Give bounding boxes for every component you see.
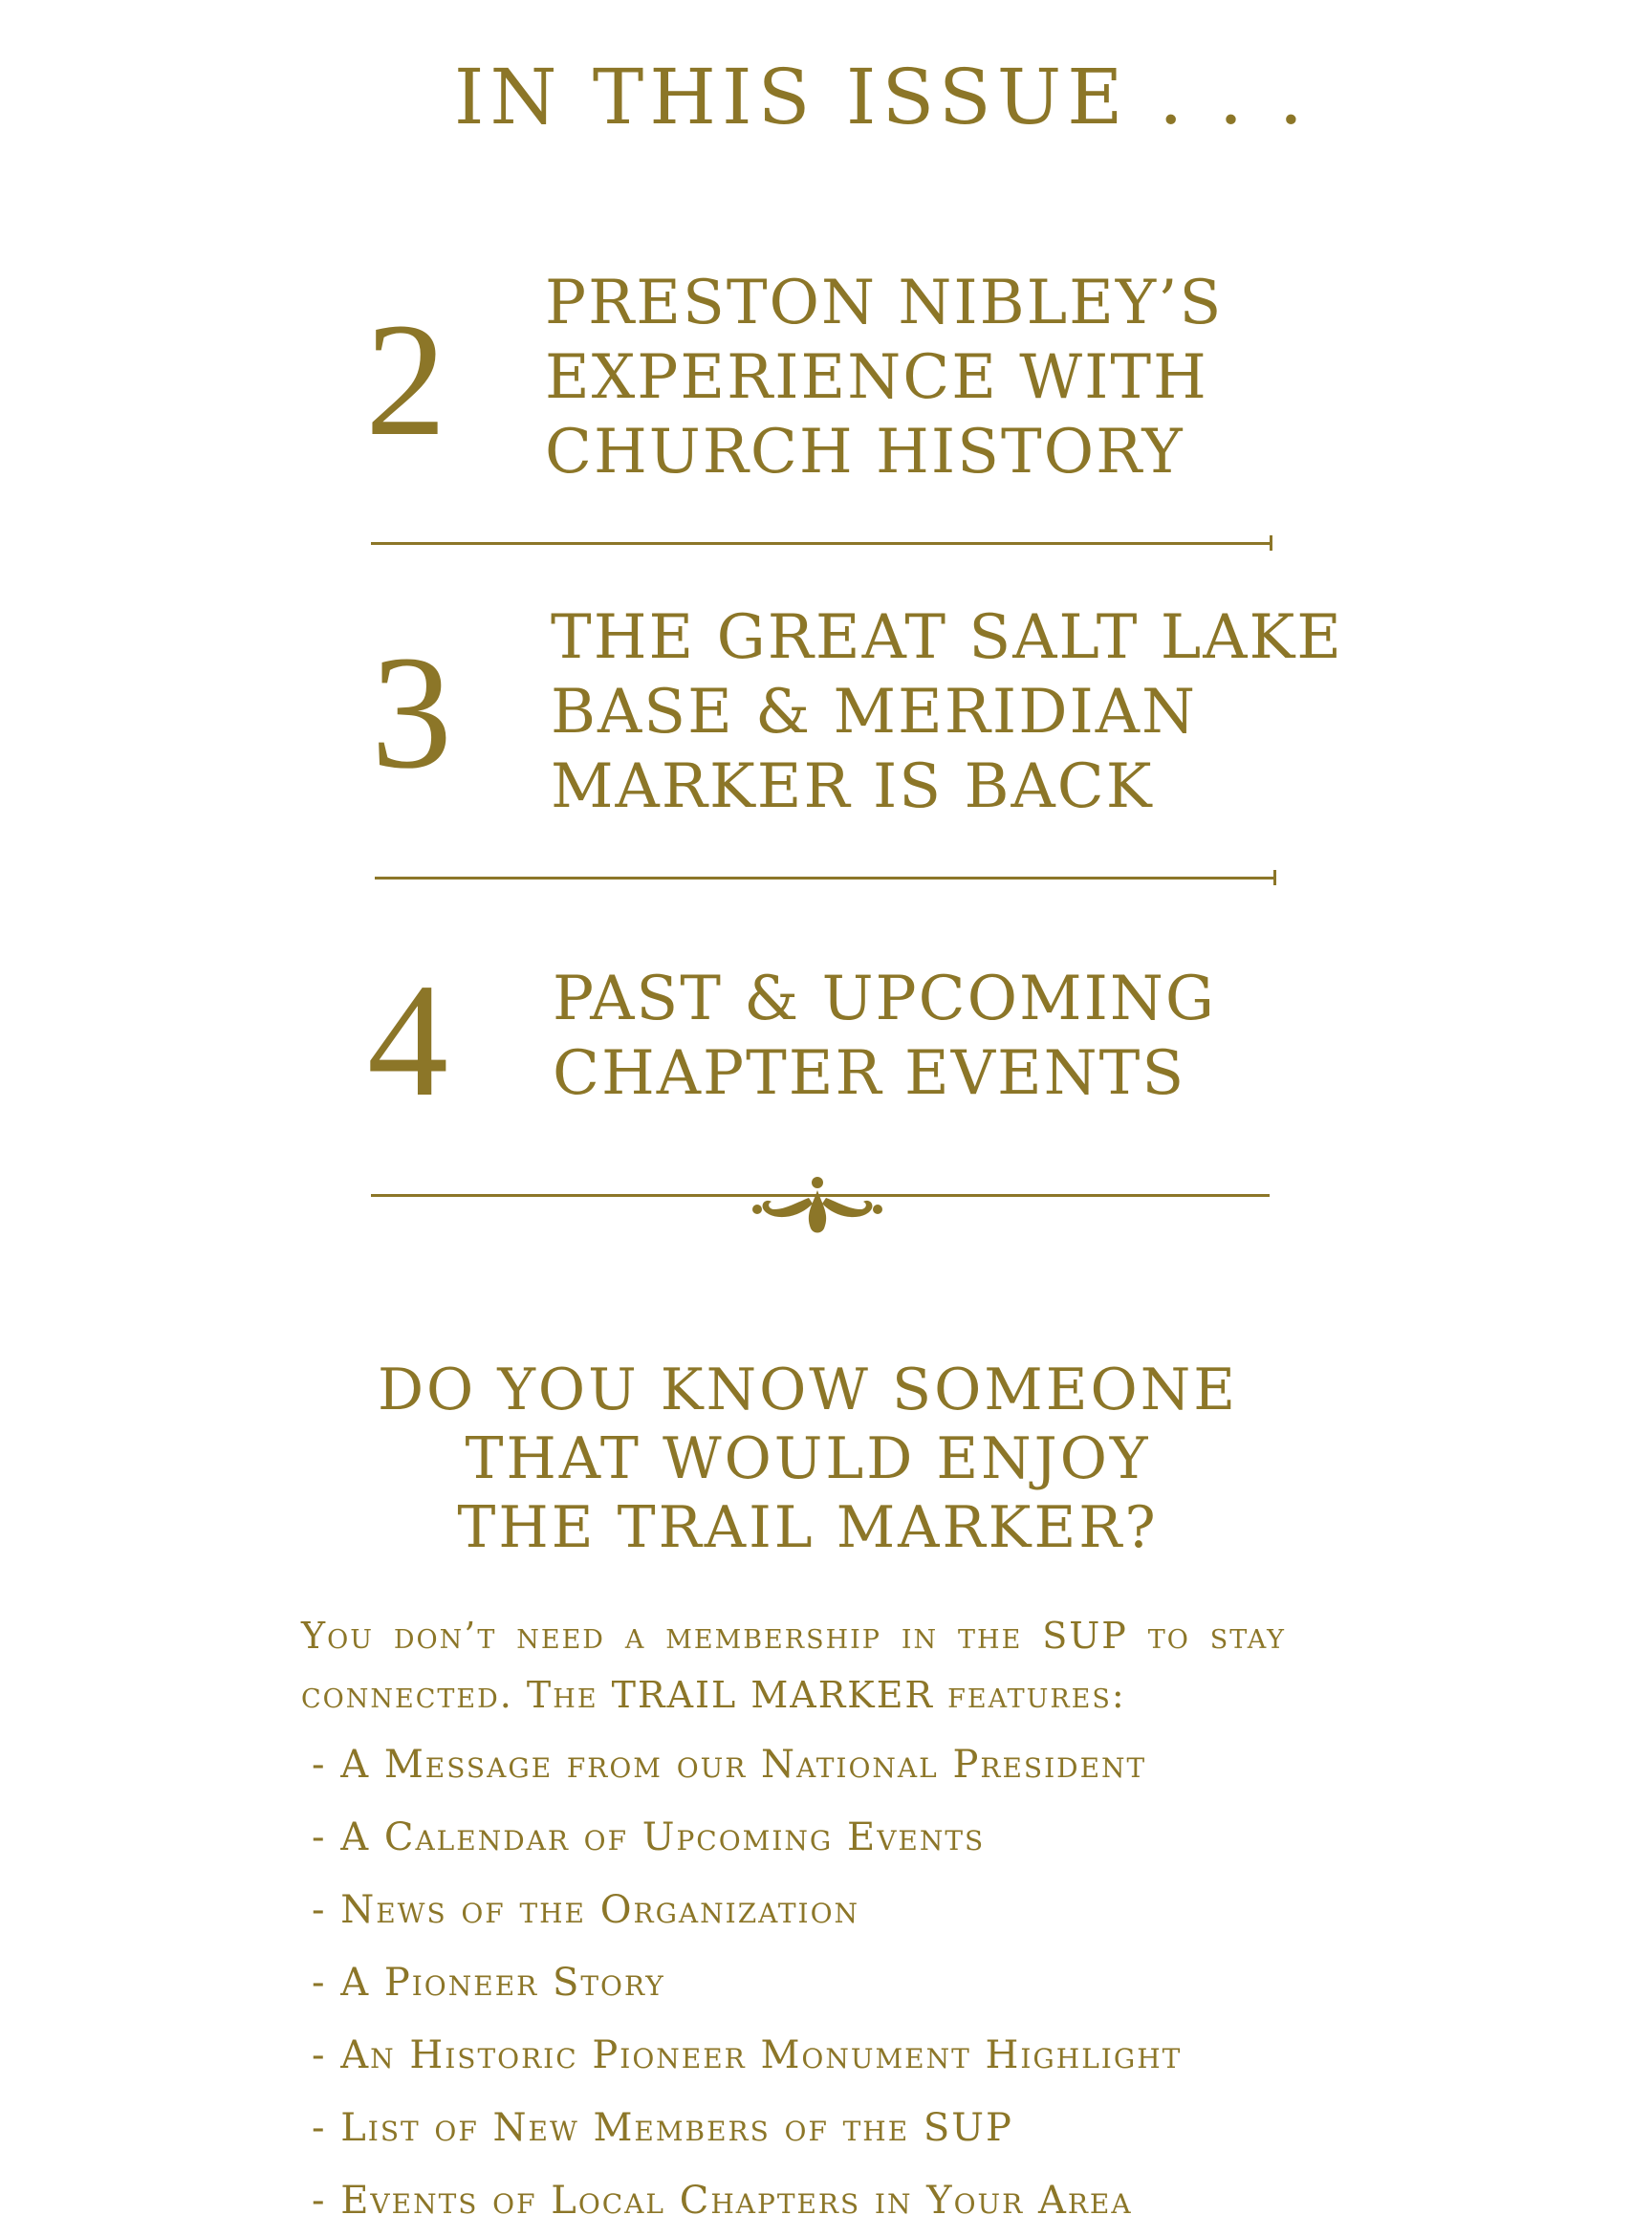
page-title-text: IN THIS ISSUE . . . (453, 53, 1310, 141)
promo-heading: DO YOU KNOW SOMEONE THAT WOULD ENJOY THE TRAIL MARKER? (377, 1357, 1239, 1561)
fleuron-divider-icon (746, 1171, 889, 1267)
toc-page-number: 3 (371, 622, 452, 802)
list-item: - News of the Organization (312, 1888, 860, 1932)
promo-intro-text: You don’t need a membership in the SUP to stay connected. The TRAIL MARKER features: (301, 1615, 1286, 1716)
section-divider (371, 542, 1272, 545)
page-title (0, 50, 1652, 145)
divider-end-cap (1273, 870, 1276, 885)
section-divider (375, 877, 1275, 880)
list-item: - A Calendar of Upcoming Events (312, 1815, 986, 1859)
list-item: - List of New Members of the SUP (312, 2106, 1013, 2150)
list-item: - Events of Local Chapters in Your Area (312, 2179, 1133, 2223)
toc-article-title: PRESTON NIBLEY’S EXPERIENCE WITH CHURCH HISTORY (545, 268, 1224, 488)
list-item: - A Message from our National President (312, 1743, 1147, 1787)
list-item: - An Historic Pioneer Monument Highlight (312, 2033, 1183, 2077)
toc-article-title: PAST & UPCOMING CHAPTER EVENTS (553, 964, 1216, 1109)
toc-article-title: THE GREAT SALT LAKE BASE & MERIDIAN MARKER IS BACK (551, 602, 1343, 822)
feature-list (312, 1728, 1182, 2237)
toc-page-number: 4 (367, 950, 448, 1130)
toc-page-number: 2 (365, 290, 446, 469)
divider-end-cap (1270, 535, 1272, 551)
list-item: - A Pioneer Story (312, 1961, 665, 2005)
